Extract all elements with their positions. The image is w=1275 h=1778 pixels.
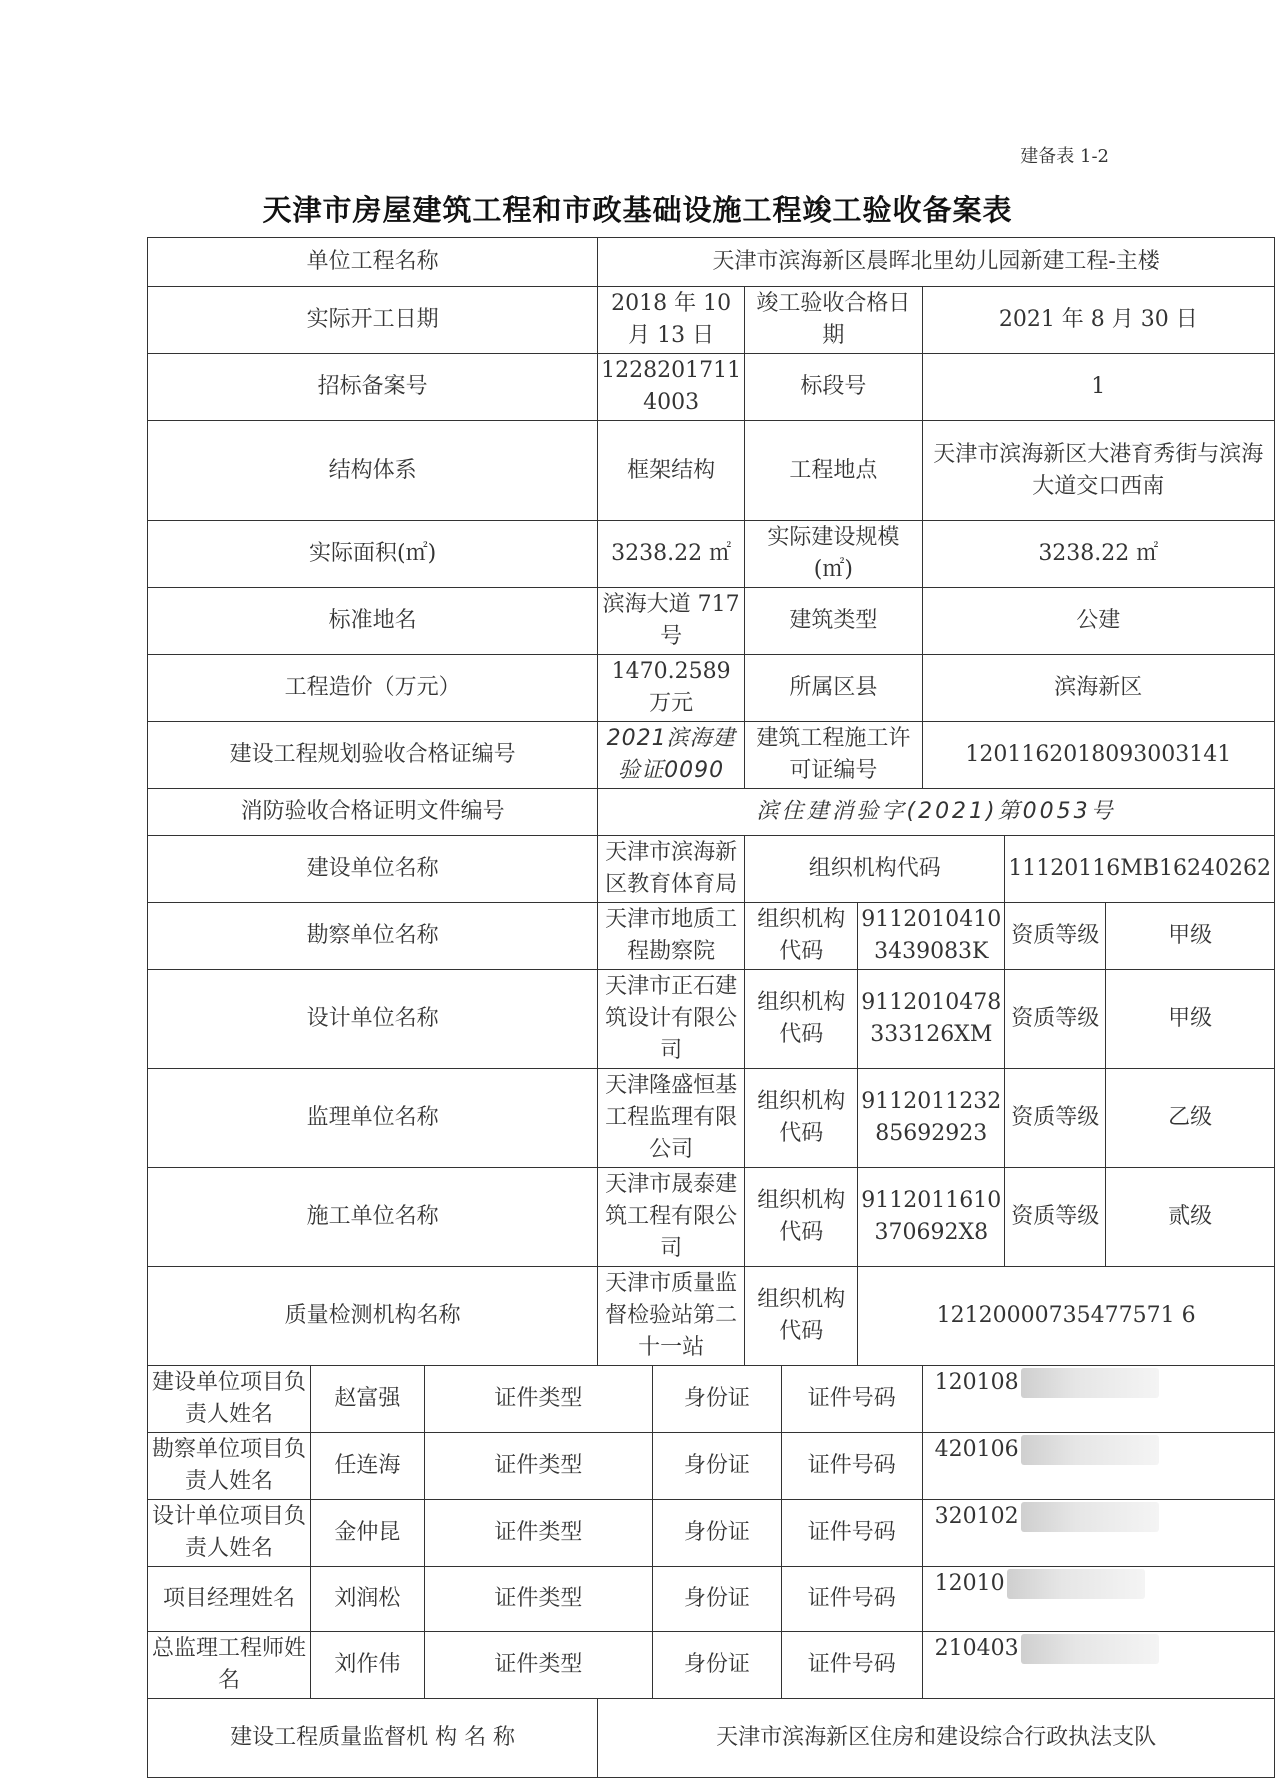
org-code-label: 组织机构代码 (745, 970, 858, 1069)
location-value: 天津市滨海新区大港育秀街与滨海大道交口西南 (922, 421, 1274, 521)
unit-name: 天津市正石建筑设计有限公司 (598, 970, 745, 1069)
unit-code: 9112011232 85692923 (858, 1069, 1005, 1168)
row-address (148, 588, 1275, 655)
owner-code-label: 组织机构代码 (745, 836, 1005, 903)
id-type-label: 证件类型 (424, 1433, 652, 1500)
unit-label: 勘察单位名称 (148, 903, 598, 970)
person-name: 赵富强 (310, 1366, 424, 1433)
building-type-label: 建筑类型 (745, 588, 922, 655)
testing-label: 质量检测机构名称 (148, 1267, 598, 1366)
id-prefix: 320102 (934, 1504, 1019, 1529)
planning-cert-label: 建设工程规划验收合格证编号 (148, 722, 598, 789)
unit-name: 天津市晟泰建筑工程有限公司 (598, 1168, 745, 1267)
person-role: 建设单位项目负责人姓名 (148, 1366, 311, 1433)
unit-name: 天津隆盛恒基工程监理有限公司 (598, 1069, 745, 1168)
org-code-label: 组织机构代码 (745, 1267, 858, 1366)
row-structure (148, 421, 1275, 521)
id-no-cell (922, 1567, 1274, 1632)
unit-label: 设计单位名称 (148, 970, 598, 1069)
unit-grade: 甲级 (1106, 903, 1275, 970)
supervision-value: 天津市滨海新区住房和建设综合行政执法支队 (598, 1699, 1275, 1778)
id-no-label: 证件号码 (781, 1366, 922, 1433)
id-type: 身份证 (652, 1500, 781, 1567)
redaction-blur (1007, 1569, 1145, 1599)
row-supervisor-unit (148, 1069, 1275, 1168)
row-fire (148, 789, 1275, 836)
row-person (148, 1500, 1275, 1567)
org-code-label: 组织机构代码 (745, 1168, 858, 1267)
id-type: 身份证 (652, 1632, 781, 1699)
org-code-label: 组织机构代码 (745, 1069, 858, 1168)
bid-no-value: 1228201711 4003 (598, 354, 745, 421)
person-role: 项目经理姓名 (148, 1567, 311, 1632)
unit-grade: 乙级 (1106, 1069, 1275, 1168)
row-cost (148, 655, 1275, 722)
form-code: 建备表 1-2 (1020, 146, 1109, 167)
row-person (148, 1366, 1275, 1433)
fire-cert-handwriting: 滨住建消验字(2021)第0053号 (598, 789, 1275, 836)
row-testing (148, 1267, 1275, 1366)
scale-label: 实际建设规模(㎡) (745, 521, 922, 588)
row-certs (148, 722, 1275, 789)
row-design (148, 970, 1275, 1069)
row-construction (148, 1168, 1275, 1267)
permit-value: 1201162018093003141 (922, 722, 1274, 789)
id-type-label: 证件类型 (424, 1366, 652, 1433)
unit-name: 天津市地质工程勘察院 (598, 903, 745, 970)
person-name: 刘作伟 (310, 1632, 424, 1699)
row-supervision (148, 1699, 1275, 1778)
id-type-label: 证件类型 (424, 1500, 652, 1567)
unit-grade: 甲级 (1106, 970, 1275, 1069)
id-prefix: 420106 (934, 1437, 1019, 1462)
testing-code: 12120000735477571 6 (858, 1267, 1275, 1366)
section-value: 1 (922, 354, 1274, 421)
id-type-label: 证件类型 (424, 1632, 652, 1699)
planning-cert-handwriting: 2021滨海建验证0090 (598, 722, 745, 789)
owner-label: 建设单位名称 (148, 836, 598, 903)
row-survey (148, 903, 1275, 970)
bid-no-label: 招标备案号 (148, 354, 598, 421)
person-name: 刘润松 (310, 1567, 424, 1632)
row-area (148, 521, 1275, 588)
start-date-value: 2018 年 10 月 13 日 (598, 287, 745, 354)
acceptance-date-value: 2021 年 8 月 30 日 (922, 287, 1274, 354)
id-prefix: 12010 (934, 1571, 1005, 1596)
project-label: 单位工程名称 (148, 238, 598, 287)
row-dates (148, 287, 1275, 354)
person-role: 设计单位项目负责人姓名 (148, 1500, 311, 1567)
row-person (148, 1433, 1275, 1500)
id-no-label: 证件号码 (781, 1567, 922, 1632)
id-no-cell (922, 1500, 1274, 1567)
id-no-label: 证件号码 (781, 1500, 922, 1567)
testing-value: 天津市质量监督检验站第二十一站 (598, 1267, 745, 1366)
person-name: 金仲昆 (310, 1500, 424, 1567)
structure-value: 框架结构 (598, 421, 745, 521)
unit-code: 9112010410 3439083K (858, 903, 1005, 970)
id-type-label: 证件类型 (424, 1567, 652, 1632)
redaction-blur (1021, 1502, 1159, 1532)
row-bid (148, 354, 1275, 421)
cost-label: 工程造价（万元） (148, 655, 598, 722)
unit-code: 9112011610 370692X8 (858, 1168, 1005, 1267)
redaction-blur (1021, 1634, 1159, 1664)
project-value: 天津市滨海新区晨晖北里幼儿园新建工程-主楼 (598, 238, 1275, 287)
unit-code: 9112010478 333126XM (858, 970, 1005, 1069)
person-name: 任连海 (310, 1433, 424, 1500)
address-label: 标准地名 (148, 588, 598, 655)
grade-label: 资质等级 (1005, 903, 1106, 970)
district-label: 所属区县 (745, 655, 922, 722)
row-owner (148, 836, 1275, 903)
address-value: 滨海大道 717 号 (598, 588, 745, 655)
org-code-label: 组织机构代码 (745, 903, 858, 970)
permit-label: 建筑工程施工许可证编号 (745, 722, 922, 789)
location-label: 工程地点 (745, 421, 922, 521)
grade-label: 资质等级 (1005, 970, 1106, 1069)
row-project (148, 238, 1275, 287)
id-type: 身份证 (652, 1433, 781, 1500)
scale-value: 3238.22 ㎡ (922, 521, 1274, 588)
id-no-cell (922, 1366, 1274, 1433)
person-role: 勘察单位项目负责人姓名 (148, 1433, 311, 1500)
area-value: 3238.22 ㎡ (598, 521, 745, 588)
page-title: 天津市房屋建筑工程和市政基础设施工程竣工验收备案表 (262, 193, 1013, 227)
acceptance-date-label: 竣工验收合格日期 (745, 287, 922, 354)
structure-label: 结构体系 (148, 421, 598, 521)
redaction-blur (1021, 1368, 1159, 1398)
owner-value: 天津市滨海新区教育体育局 (598, 836, 745, 903)
id-prefix: 120108 (934, 1370, 1019, 1395)
start-date-label: 实际开工日期 (148, 287, 598, 354)
id-type: 身份证 (652, 1567, 781, 1632)
id-no-cell (922, 1632, 1274, 1699)
person-role: 总监理工程师姓名 (148, 1632, 311, 1699)
fire-cert-label: 消防验收合格证明文件编号 (148, 789, 598, 836)
id-no-label: 证件号码 (781, 1632, 922, 1699)
id-no-cell (922, 1433, 1274, 1500)
row-person (148, 1567, 1275, 1632)
id-no-label: 证件号码 (781, 1433, 922, 1500)
owner-code: 11120116MB16240262 (1005, 836, 1275, 903)
supervision-label: 建设工程质量监督机 构 名 称 (148, 1699, 598, 1778)
unit-label: 监理单位名称 (148, 1069, 598, 1168)
grade-label: 资质等级 (1005, 1168, 1106, 1267)
id-type: 身份证 (652, 1366, 781, 1433)
grade-label: 资质等级 (1005, 1069, 1106, 1168)
district-value: 滨海新区 (922, 655, 1274, 722)
section-label: 标段号 (745, 354, 922, 421)
id-prefix: 210403 (934, 1636, 1019, 1661)
record-table (147, 237, 1275, 1778)
unit-grade: 贰级 (1106, 1168, 1275, 1267)
area-label: 实际面积(㎡) (148, 521, 598, 588)
row-person (148, 1632, 1275, 1699)
building-type-value: 公建 (922, 588, 1274, 655)
redaction-blur (1021, 1435, 1159, 1465)
unit-label: 施工单位名称 (148, 1168, 598, 1267)
cost-value: 1470.2589 万元 (598, 655, 745, 722)
